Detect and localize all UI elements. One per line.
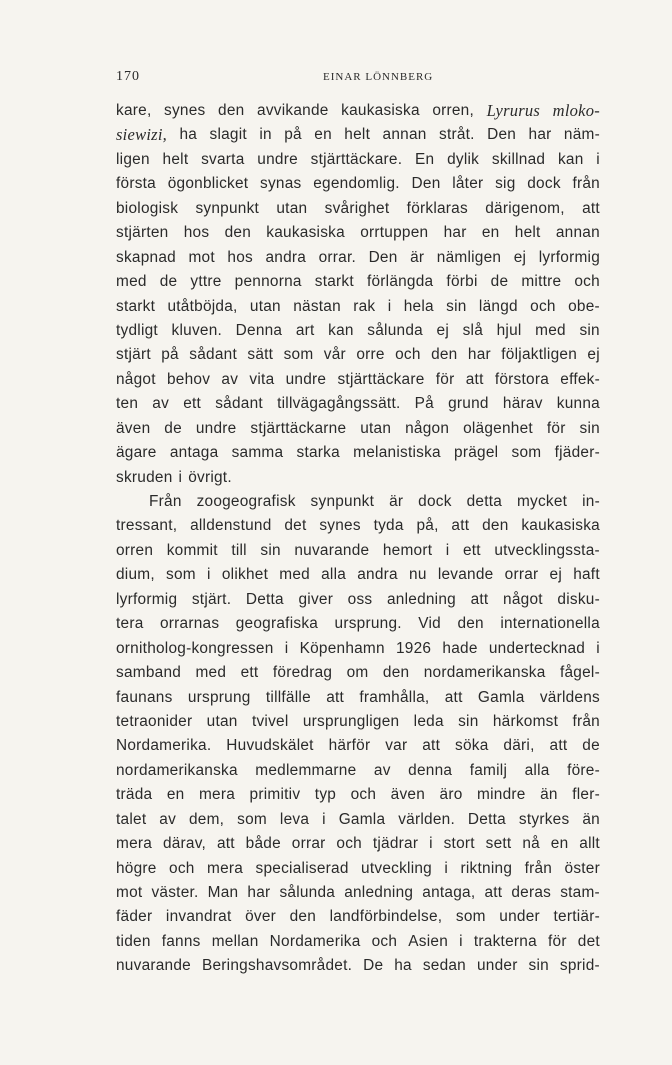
text-line: tydligt kluven. Denna art kan sålunda ej slå hjul med sin (116, 321, 600, 339)
text-line: Nordamerika. Huvudskälet härför var att söka däri, att de (116, 737, 600, 755)
text-line: faunans ursprung tillfälle att framhålla, att Gamla världens (116, 688, 600, 706)
text-line: orren kommit till sin nuvarande hemort i ett utvecklingssta- (116, 541, 600, 559)
text-line: tetraonider utan tvivel ursprungligen leda sin härkomst från (116, 712, 600, 730)
text-line: biologisk synpunkt utan svårighet förklaras därigenom, att (116, 199, 600, 217)
text-line: högre och mera specialiserad utveckling i riktning från öster (116, 859, 600, 877)
text-line: dium, som i olikhet med alla andra nu levande orrar ej haft (116, 566, 600, 584)
text-line: samband med ett föredrag om den nordamerikanska fågel- (116, 664, 600, 682)
text-line: skruden i övrigt. (116, 468, 232, 486)
text-line: Från zoogeografisk synpunkt är dock detta mycket in- (149, 493, 600, 510)
text-line: ligen helt svarta undre stjärttäckare. En dylik skillnad kan i (116, 150, 600, 168)
text-line: ten av ett sådant tillvägagångssätt. På grund härav kunna (116, 395, 600, 413)
text-line: nuvarande Beringshavsområdet. De ha sedan under sin sprid- (116, 957, 600, 975)
text-line: även de undre stjärttäckarne utan någon olägenhet för sin (116, 419, 600, 437)
text-line: med de yttre pennorna starkt förlängda förbi de mittre och (116, 273, 600, 291)
page-header (116, 69, 600, 89)
text-line: starkt utåtböjda, utan nästan rak i hela sin längd och obe- (116, 297, 600, 315)
text-line: skapnad mot hos andra orrar. Den är nämligen ej lyrformig (116, 248, 600, 266)
text-line: nordamerikanska medlemmarne av denna familj alla före- (116, 761, 600, 779)
text-line: mot väster. Man har sålunda anledning antaga, att deras stam- (116, 884, 600, 901)
text-line: kare, synes den avvikande kaukasiska orren, Lyrurus mloko- (116, 101, 600, 120)
text-line: talet av dem, som leva i Gamla världen. Detta styrkes än (116, 810, 600, 828)
text-line: fäder invandrat över den landförbindelse, som under tertiär- (116, 908, 600, 926)
text-line: något behov av vita undre stjärttäckare för att förstora effek- (116, 370, 600, 388)
text-line: tera orrarnas geografiska ursprung. Vid den internationella (116, 615, 600, 633)
text-line: siewizi, ha slagit in på en helt annan stråt. Den har näm- (116, 125, 600, 145)
running-head: EINAR LÖNNBERG (323, 71, 434, 83)
text-line: första ögonblicket synas egendomlig. Den låter sig dock från (116, 175, 600, 193)
text-line: lyrformig stjärt. Detta giver oss anledning att något disku- (116, 590, 600, 608)
text-line: stjärt på sådant sätt som vår orre och den har följaktligen ej (116, 346, 600, 364)
text-line: tressant, alldenstund det synes tyda på, att den kaukasiska (116, 517, 600, 535)
text-line: stjärten hos den kaukasiska orrtuppen har en helt annan (116, 224, 600, 242)
page-number: 170 (116, 69, 140, 84)
text-line: träda en mera primitiv typ och även äro mindre än fler- (116, 786, 600, 804)
body-text (116, 99, 600, 979)
text-line: ornitholog-kongressen i Köpenhamn 1926 hade undertecknad i (116, 639, 600, 657)
text-line: mera därav, att både orrar och tjädrar i stort sett nå en allt (116, 835, 600, 853)
text-line: ägare antaga samma starka melanistiska prägel som fjäder- (116, 444, 600, 462)
text-line: tiden fanns mellan Nordamerika och Asien i trakterna för det (116, 932, 600, 950)
